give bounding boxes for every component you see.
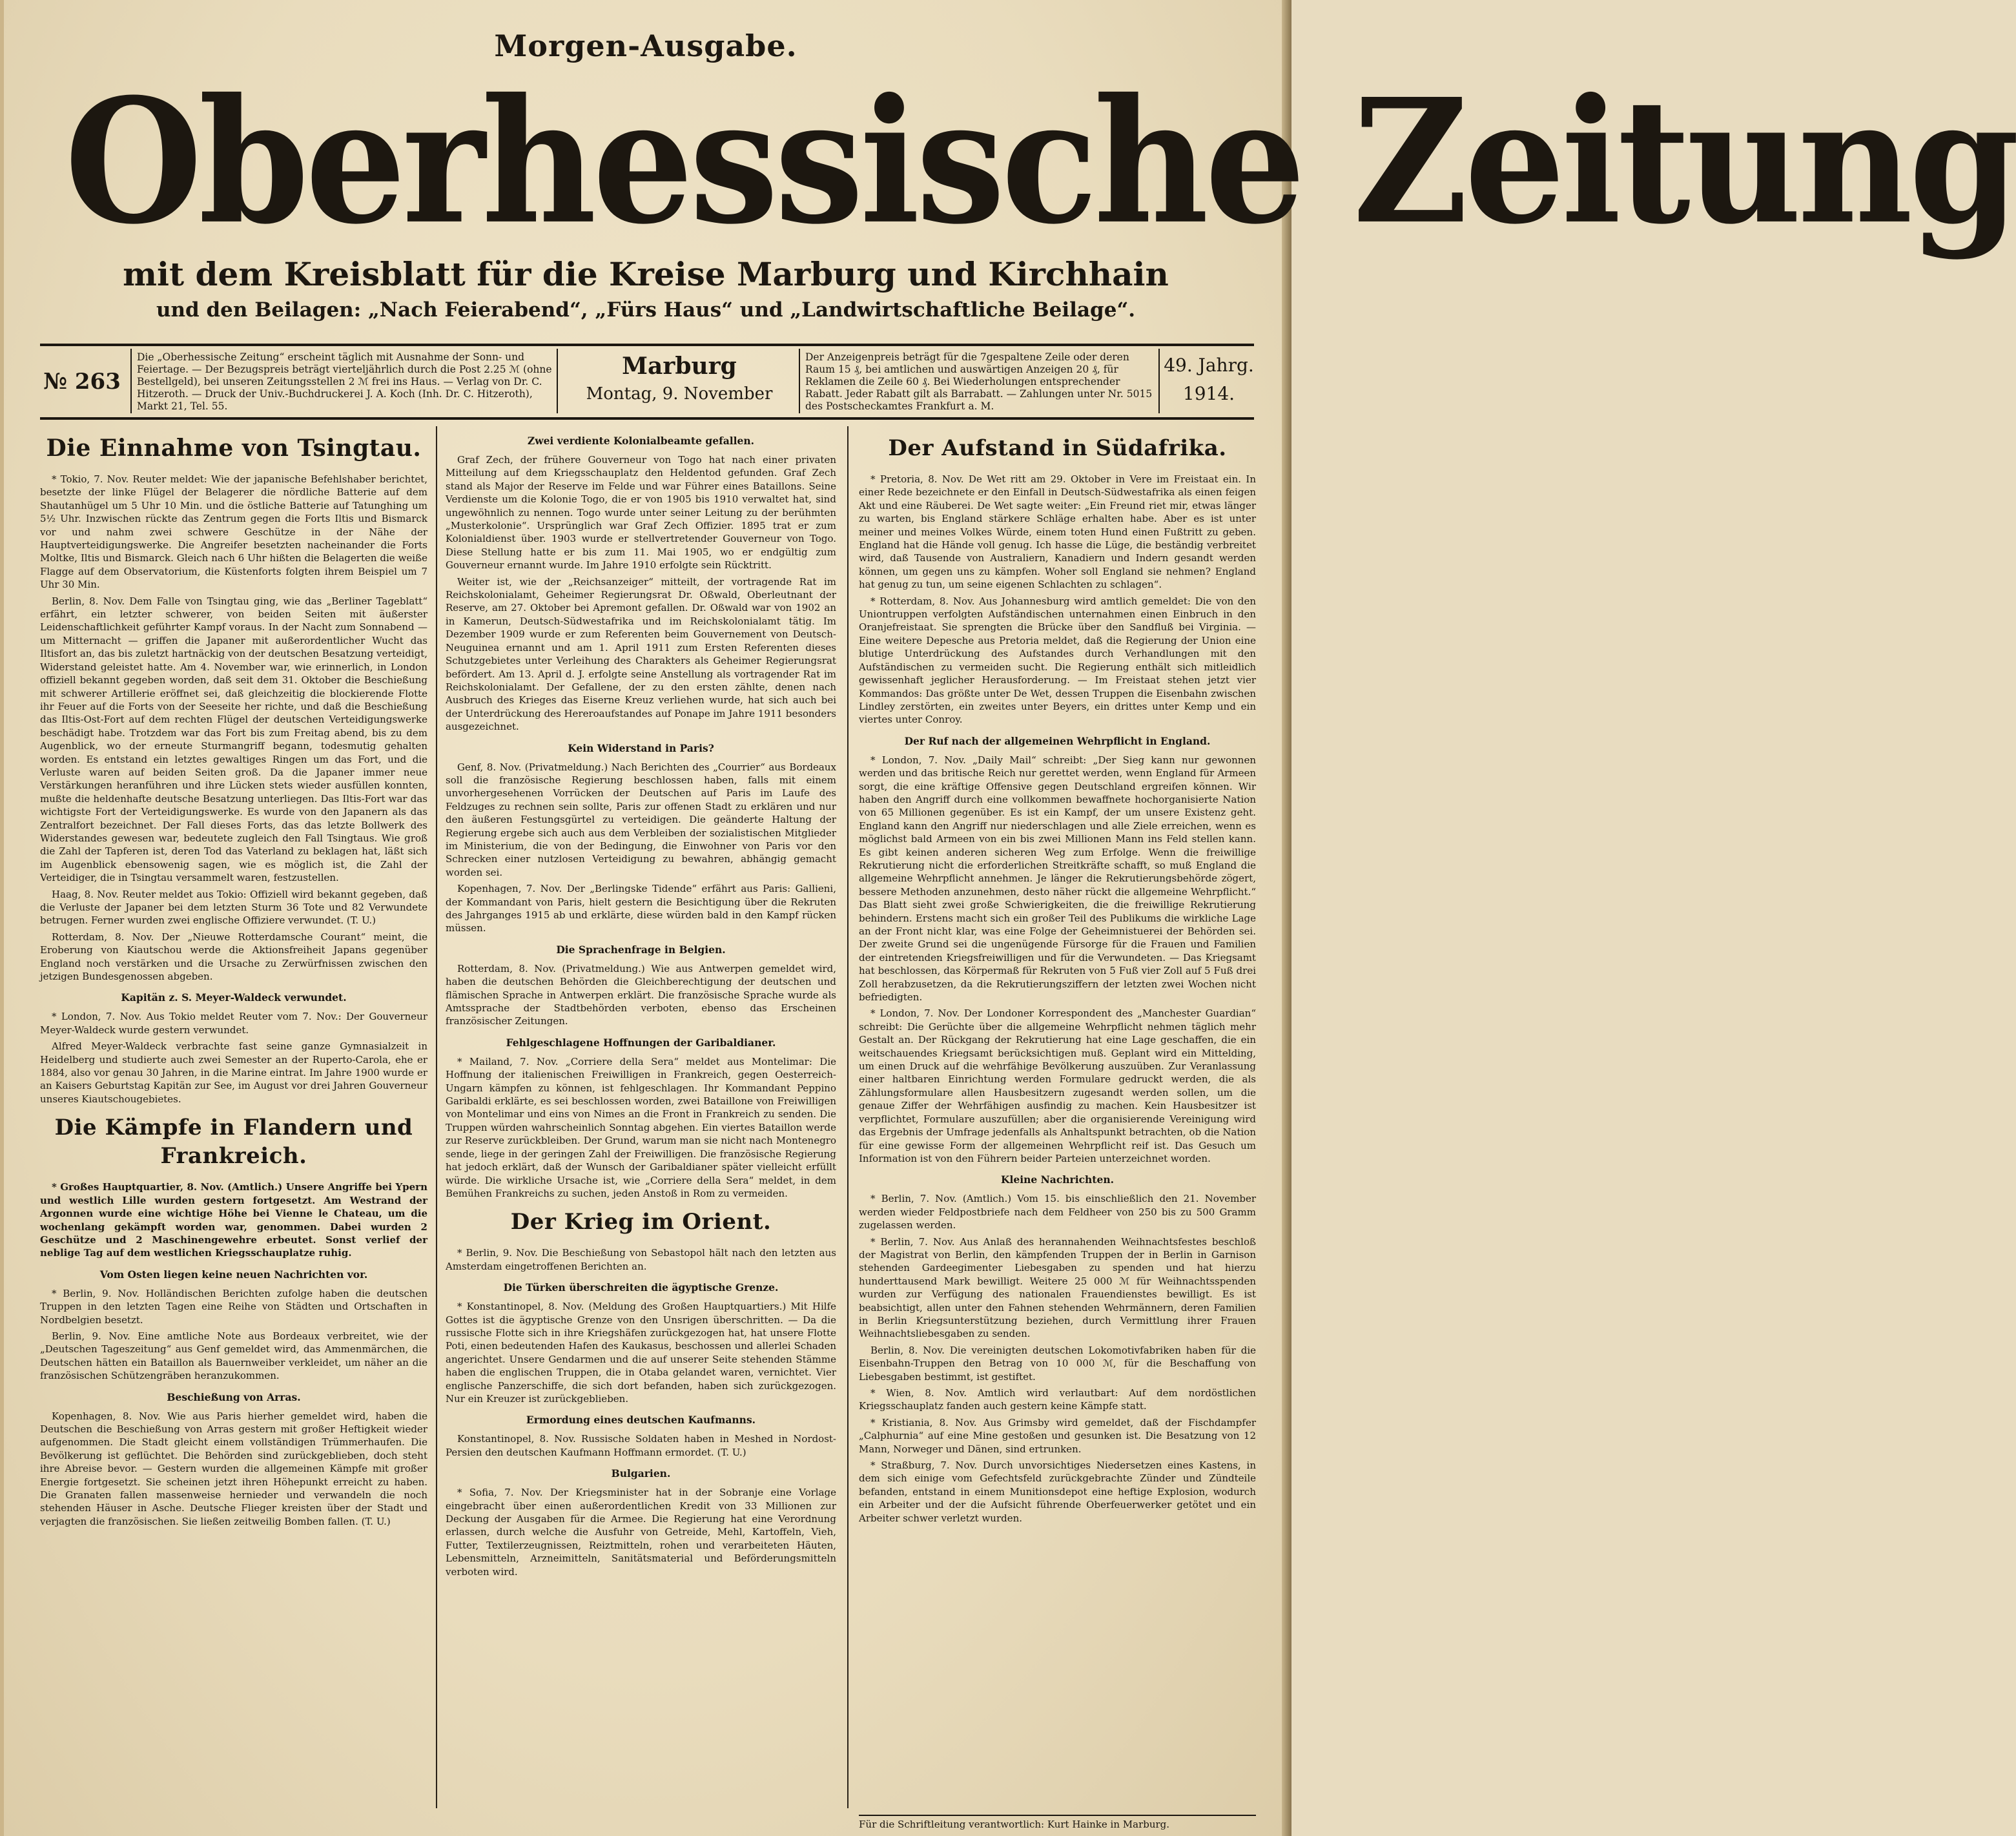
city-name: Marburg — [622, 353, 737, 380]
headline-suedafrika: Der Aufstand in Südafrika. — [888, 435, 1227, 461]
masthead — [0, 0, 2016, 336]
info-bar — [40, 344, 1254, 420]
column-3 — [859, 426, 1256, 1815]
headline-flandern: Die Kämpfe in Flandern und Frankreich. — [54, 1115, 413, 1170]
divider — [130, 349, 132, 413]
divider — [1158, 349, 1160, 413]
year: 1914. — [1182, 383, 1235, 404]
article-paragraph: * Berlin, 7. Nov. (Amtlich.) Vom 15. bis einschließlich den 21. November werden wieder Feldpostbriefe nach dem Feldheer von 250 bis zu 500 Gramm zugelassen werden. — [859, 1193, 1256, 1232]
article-paragraph: Haag, 8. Nov. Reuter meldet aus Tokio: Offiziell wird bekannt gegeben, daß die Verluste der Japaner bei dem letzten Sturm 36 Tote und 82 Verwundete betrugen. Ferner wurden zwei englische Offiziere verwundet. (T. U.) — [40, 888, 427, 927]
headline-kolonialbeamte: Zwei verdiente Kolonialbeamte gefallen. — [527, 435, 755, 447]
article-paragraph: * Tokio, 7. Nov. Reuter meldet: Wie der japanische Befehlshaber berichtet, besetzte der linke Flügel der Belagerer die nördliche Batterie auf dem Shautanhügel um 5 Uhr 10 Min. und die östliche Batterie auf Tatunghing um 5½ Uhr. Inzwischen rückte das Zentrum gegen die Forts Iltis und Bismarck vor und nahm zwei schwere Geschütze in der Nähe der Hauptverteidigungswerke. Die Angreifer besetzten nacheinander die Forts Moltke, Iltis und Bismarck. Gleich nach 6 Uhr hißten die Belagerten die weiße Flagge auf dem Observatorium, die Küstenforts folgten ihrem Beispiel um 7 Uhr 30 Min. — [40, 473, 427, 591]
article-paragraph: * Konstantinopel, 8. Nov. (Meldung des Großen Hauptquartiers.) Mit Hilfe Gottes ist die ägyptische Grenze von den Unsrigen überschritten. — Da die russische Flotte sich in ihre Kriegshäfen zurückgezogen hat, hat unsere Flotte Poti, einen bedeutenden Hafen des Kaukasus, beschossen und allerlei Schaden angerichtet. Unsere Gendarmen und die auf unserer Seite stehenden Stämme haben die englischen Truppen, die in Otaba gelandet waren, vernichtet. Vier englische Panzerschiffe, die sich dort befanden, haben sich zurückgezogen. Nur ein Kreuzer ist zurückgeblieben. — [446, 1301, 836, 1405]
article-paragraph: * Mailand, 7. Nov. „Corriere della Sera“ meldet aus Montelimar: Die Hoffnung der italienischen Freiwilligen in Frankreich, gegen Oesterreich-Ungarn kämpfen zu können, ist fehlgeschlagen. Ihr Kommandant Peppino Garibaldi erklärte, es sei beschlossen worden, zwei Bataillone von Freiwilligen von Montelimar und eins von Nimes an die Front in Frankreich zu senden. Die Truppen würden wahrscheinlich Sonntag abgehen. Ein viertes Bataillon werde zur Reserve zurückbleiben. Der Grund, warum man sie nicht nach Montenegro sende, liege in der geringen Zahl der Freiwilligen. Die französische Regierung hat jedoch erklärt, daß der Wunsch der Garibaldianer später vielleicht erfüllt würde. Die wirkliche Ursache ist, wie „Corriere della Sera“ meldet, in dem Bemühen Frankreichs zu suchen, jeden Anstoß in Rom zu vermeiden. — [446, 1055, 836, 1199]
article-paragraph: Rotterdam, 8. Nov. (Privatmeldung.) Wie aus Antwerpen gemeldet wird, haben die deutschen Behörden die Gleichberechtigung der deutschen und flämischen Sprache in Antwerpen erklärt. Die französische Sprache wurde als Amtssprache der Stadtbehörden verboten, ebenso das Erscheinen französischer Zeitungen. — [446, 962, 836, 1027]
article-paragraph: * Berlin, 9. Nov. Die Beschießung von Sebastopol hält nach den letzten aus Amsterdam eingetroffenen Berichten an. — [446, 1247, 836, 1272]
article-paragraph: Weiter ist, wie der „Reichsanzeiger“ mitteilt, der vortragende Rat im Reichskolonialamt, Geheimer Regierungsrat Dr. Oßwald, Oberleutnant der Reserve, am 27. Oktober bei Apremont gefallen. Dr. Oßwald war von 1902 an in Kamerun, Deutsch-Südwestafrika und im Reichskolonialamt tätig. Im Dezember 1909 wurde er zum Referenten beim Gouvernement von Deutsch-Neuguinea ernannt und am 1. April 1911 zum Ersten Referenten dieses Schutzgebietes unter Verleihung des Charakters als Geheimer Regierungsrat befördert. Am 13. April d. J. erfolgte seine Anstellung als vortragender Rat im Reichskolonialamt. Der Gefallene, der zu den ersten zählte, denen nach Ausbruch des Krieges das Eiserne Kreuz verliehen wurde, hat sich auch bei der Unterdrückung des Hereroaufstandes auf Ponape im Jahre 1911 besonders ausgezeichnet. — [446, 575, 836, 733]
article-paragraph: * Rotterdam, 8. Nov. Aus Johannesburg wird amtlich gemeldet: Die von den Uniontruppen verfolgten Aufständischen unternahmen einen Einbruch in den Oranjefreistaat. Sie sprengten die Brücke über den Sandfluß bei Virginia. — Eine weitere Depesche aus Pretoria meldet, daß die Regierung der Union eine blutige Unterdrückung des Aufstandes durch Verhandlungen mit den Aufständischen zu vermeiden sucht. Die Regierung enthält sich mitleidlich gewissenhaft jeglicher Herausforderung. — Im Freistaat stehen jetzt vier Kommandos: Das größte unter De Wet, dessen Truppen die Eisenbahn zwischen Lindley zerstörten, ein zweites unter Beyers, ein drittes unter Kemp und ein viertes unter Conroy. — [859, 595, 1256, 726]
headline-garibaldianer: Fehlgeschlagene Hoffnungen der Garibaldianer. — [506, 1036, 776, 1049]
headline-bulgarien: Bulgarien. — [611, 1467, 671, 1480]
volume: 49. Jahrg. — [1164, 355, 1254, 376]
article-paragraph: * Kristiania, 8. Nov. Aus Grimsby wird gemeldet, daß der Fischdampfer „Calphurnia“ auf eine Mine gestoßen und gesunken ist. Die Besatzung von 12 Mann, Norweger und Dänen, sind ertrunken. — [859, 1416, 1256, 1455]
issue-date: Montag, 9. November — [586, 384, 773, 404]
masthead-subtitle: mit dem Kreisblatt für die Kreise Marburg und Kirchhain — [123, 255, 1169, 293]
article-paragraph: Konstantinopel, 8. Nov. Russische Soldaten haben in Meshed in Nordost-Persien den deutschen Kaufmann Hoffmann ermordet. (T. U.) — [446, 1433, 836, 1458]
article-paragraph: Berlin, 8. Nov. Die vereinigten deutschen Lokomotivfabriken haben für die Eisenbahn-Truppen den Betrag von 10 000 ℳ, für die Beschaffung von Liebesgaben bestimmt, ist gestiftet. — [859, 1344, 1256, 1383]
article-paragraph: Genf, 8. Nov. (Privatmeldung.) Nach Berichten des „Courrier“ aus Bordeaux soll die französische Regierung beschlossen haben, falls mit einem unvorhergesehenen Vorrücken der Deutschen auf Paris im Laufe des Feldzuges zu rechnen sein sollte, Paris zur offenen Stadt zu erklären und nur den äußeren Festungsgürtel zu verteidigen. Die geänderte Haltung der Regierung ergebe sich auch aus dem Verbleiben der sozialistischen Mitglieder im Ministerium, die von der Bedingung, die Einwohner von Paris vor den Schrecken einer nutzlosen Verteidigung zu bewahren, abhängig gemacht worden sei. — [446, 761, 836, 878]
article-paragraph: * Sofia, 7. Nov. Der Kriegsminister hat in der Sobranje eine Vorlage eingebracht über einen außerordentlichen Kredit von 33 Millionen zur Deckung der Ausgaben für die Armee. Die Regierung hat eine Verordnung erlassen, durch welche die Ausfuhr von Getreide, Mehl, Kartoffeln, Vieh, Futter, Textilerzeugnissen, Reiztmitteln, rohen und verarbeiteten Häuten, Lebensmitteln, Arzneimitteln, Sanitätsmaterial und Beförderungsmitteln verboten wird. — [446, 1487, 836, 1578]
column-2 — [446, 426, 836, 1815]
headline-kaufmann: Ermordung eines deutschen Kaufmanns. — [526, 1414, 756, 1427]
article-paragraph: Rotterdam, 8. Nov. Der „Nieuwe Rotterdamsche Courant“ meint, die Eroberung von Kiautschou werde die Aktionsfreiheit Japans gegenüber England noch verstärken und die Ursache zu Zerwürfnissen zwischen den jetzigen Bundesgenossen abgeben. — [40, 931, 427, 983]
headline-osten: Vom Osten liegen keine neuen Nachrichten vor. — [99, 1268, 368, 1281]
article-paragraph: * Pretoria, 8. Nov. De Wet ritt am 29. Oktober in Vere im Freistaat ein. In einer Rede bezeichnete er den Einfall in Deutsch-Südwestafrika als einen feigen Akt und eine Räuberei. De Wet sagte weiter: „Ein Freund riet mir, etwas länger zu warten, bis England stärkere Schläge erhalten habe. Aber es ist unter meiner und meines Volkes Würde, einem toten Hund einen Fußtritt zu geben. England hat die Hände voll genug. Ich hasse die Lüge, die beständig verbreitet wird, daß Tausende von Australiern, Kanadiern und Indern gesandt werden können, um gegen uns zu kämpfen. Woher soll England sie nehmen? England hat genug zu tun, um seine eigenen Schlachten zu schlagen“. — [859, 473, 1256, 591]
divider — [557, 349, 558, 413]
masthead-supplements: und den Beilagen: „Nach Feierabend“, „Fürs Haus“ und „Landwirtschaftliche Beilage“. — [156, 298, 1136, 322]
volume-year — [1164, 351, 1254, 412]
article-paragraph: * Berlin, 9. Nov. Holländischen Berichten zufolge haben die deutschen Truppen in den letzten Tagen eine Reihe von Städten und Ortschaften in Nordbelgien besetzt. — [40, 1287, 427, 1326]
headline-kleine-nachrichten: Kleine Nachrichten. — [1000, 1173, 1114, 1186]
article-paragraph: Berlin, 9. Nov. Eine amtliche Note aus Bordeaux verbreitet, wie der „Deutschen Tageszeitung“ aus Genf gemeldet wird, das Ammenmärchen, die Deutschen hätten ein Bataillon als Bauernweiber verkleidet, um näher an die französischen Schützengräben heranzukommen. — [40, 1330, 427, 1382]
article-paragraph: Kopenhagen, 8. Nov. Wie aus Paris hierher gemeldet wird, haben die Deutschen die Beschießung von Arras gestern mit großer Heftigkeit wieder aufgenommen. Die Stadt gleicht einem vollständigen Trümmerhaufen. Die Bevölkerung ist geflüchtet. Die Behörden sind zurückgeblieben, doch steht ihre Abreise bevor. — Gestern wurden die allgemeinen Kämpfe mit großer Energie fortgesetzt. Sie scheinen jetzt ihren Höhepunkt erreicht zu haben. Die Granaten fallen massenweise hernieder und verwandeln die noch stehenden Häuser in Asche. Deutsche Flieger kreisten über der Stadt und verjagten die französischen. Sie ließen zeitweilig Bomben fallen. (T. U.) — [40, 1410, 427, 1527]
headline-paris: Kein Widerstand in Paris? — [568, 741, 714, 754]
article-paragraph: * Straßburg, 7. Nov. Durch unvorsichtiges Niedersetzen eines Kastens, in dem sich einige vom Gefechtsfeld zurückgebrachte Zünder und Zündteile befanden, entstand in einem Munitionsdepot eine heftige Explosion, wodurch ein Arbeiter und der die Aufsicht führende Oberfeuerwerker getötet und ein Arbeiter schwer verletzt wurden. — [859, 1460, 1256, 1524]
article-paragraph: Graf Zech, der frühere Gouverneur von Togo hat nach einer privaten Mitteilung auf dem Kriegsschauplatz den Heldentod gefunden. Graf Zech stand als Major der Reserve im Felde und war Führer eines Bataillons. Seine Verdienste um die Kolonie Togo, die er von 1905 bis 1910 verwaltet hat, sind ungewöhnlich zu nennen. Togo wurde unter seiner Leitung zu der berühmten „Musterkolonie“. Ursprünglich war Graf Zech Offizier. 1895 trat er zum Kolonialdienst über. 1903 wurde er stellvertretender Gouverneur von Togo. Diese Stellung hatte er bis zum 11. Mai 1905, wo er endgültig zum Gouverneur ernannt wurde. Im Jahre 1910 erfolgte sein Rücktritt. — [446, 454, 836, 572]
article-paragraph: Alfred Meyer-Waldeck verbrachte fast seine ganze Gymnasialzeit in Heidelberg und studierte auch zwei Semester an der Ruperto-Carola, ehe er 1884, also vor genau 30 Jahren, in die Marine eintrat. Im Jahre 1900 wurde er an Kaisers Geburtstag Kapitän zur See, im August vor drei Jahren Gouverneur unseres Kiautschougebietes. — [40, 1040, 427, 1105]
column-1 — [40, 426, 427, 1815]
article-paragraph: * London, 7. Nov. „Daily Mail“ schreibt: „Der Sieg kann nur gewonnen werden und das britische Reich nur gerettet werden, wenn England für Armeen sorgt, die eine kräftige Offensive gegen Deutschland ergreifen können. Wir haben den Angriff durch eine vollkommen bewaffnete hochorganisierte Nation von 65 Millionen gegenüber. Es ist ein Kampf, der um unsere Existenz geht. England kann den Angriff nur niederschlagen und alle Ziele erreichen, wenn es möglichst bald Armeen von ein bis zwei Millionen Mann ins Feld stellen kann. Es gibt keinen anderen sicheren Weg zum Erfolge. Wenn die freiwillige Rekrutierung nicht die erforderlichen Streitkräfte schafft, so muß England die allgemeine Wehrpflicht annehmen. Je länger die Rekrutierungsbehörde zögert, bessere Methoden anzunehmen, desto näher rückt die allgemeine Wehrpflicht.“ Das Blatt sieht zwei große Schwierigkeiten, die die freiwillige Rekrutierung behindern. Erstens macht sich ein großer Teil des Publikums die wirkliche Lage an der Front nicht klar, was eine Folge der Geheimnistuerei der Behörden sei. Der zweite Grund sei die ungenügende Fürsorge für die Frauen und Familien der eintretenden Kriegsfreiwilligen und für die Verwundeten. — Das Kriegsamt hat beschlossen, das Körpermaß für Rekruten von 5 Fuß vier Zoll auf 5 Fuß drei Zoll herabzusetzen, da die Rekrutierungsziffern der letzten zwei Wochen nicht befriedigten. — [859, 754, 1256, 1004]
headline-tsingtau: Die Einnahme von Tsingtau. — [46, 435, 422, 462]
column-rule — [436, 426, 437, 1808]
headline-tuerken: Die Türken überschreiten die ägyptische Grenze. — [503, 1281, 779, 1294]
article-paragraph: Kopenhagen, 7. Nov. Der „Berlingske Tidende“ erfährt aus Paris: Gallieni, der Kommandant von Paris, hielt gestern die Besichtigung über die Rekruten des Jahrganges 1915 ab und erklärte, diese würden bald in den Kampf rücken müssen. — [446, 883, 836, 934]
edition-label: Morgen-Ausgabe. — [494, 28, 797, 63]
article-paragraph: * Wien, 8. Nov. Amtlich wird verlautbart: Auf dem nordöstlichen Kriegsschauplatz fanden auch gestern keine Kämpfe statt. — [859, 1387, 1256, 1412]
article-paragraph: * London, 7. Nov. Der Londoner Korrespondent des „Manchester Guardian“ schreibt: Die Gerüchte über die allgemeine Wehrpflicht nehmen täglich mehr Gestalt an. Der Rückgang der Rekrutierung hat eine Lage geschaffen, die ein weitschauendes Kriegsamt berücksichtigen muß. Geplant wird ein Mittelding, um einen Druck auf die wehrfähige Bevölkerung auszuüben. Zur Veranlassung einer haltbaren Einrichtung werden Formulare gedruckt werden, die als Zählungsformulare allen Hausbesitzern zugesandt werden sollen, um die genaue Ziffer der Wehrfähigen ausfindig zu machen. Kein Hausbesitzer ist verpflichtet, Formulare auszufüllen; aber die organisierende Vereinigung wird das Ergebnis der Umfrage jedenfalls als Anhaltspunkt betrachten, ob die Nation für eine gewisse Form der allgemeinen Wehrpflicht reif ist. Das Gesuch um Information ist von den Führern beider Parteien unterzeichnet worden. — [859, 1007, 1256, 1164]
subscription-info: Die „Oberhessische Zeitung“ erscheint täglich mit Ausnahme der Sonn- und Feiertage. — Der Bezugspreis beträgt vierteljährlich durch die Post 2.25 ℳ (ohne Bestellgeld), bei unseren Zeitungsstellen 2 ℳ frei ins Haus. — Verlag von Dr. C. Hitzeroth. — Druck der Univ.-Buchdruckerei J. A. Koch (Inh. Dr. C. Hitzeroth), Markt 21, Tel. 55. — [137, 351, 552, 412]
issue-number: № 263 — [43, 369, 121, 395]
article-paragraph: * London, 7. Nov. Aus Tokio meldet Reuter vom 7. Nov.: Der Gouverneur Meyer-Waldeck wurde gestern verwundet. — [40, 1011, 427, 1036]
headline-orient: Der Krieg im Orient. — [510, 1209, 772, 1235]
column-rule — [847, 426, 849, 1808]
headline-meyer-waldeck: Kapitän z. S. Meyer-Waldeck verwundet. — [121, 991, 347, 1004]
ad-price-info: Der Anzeigenpreis beträgt für die 7gespaltene Zeile oder deren Raum 15 ₰, bei amtlichen und auswärtigen Anzeigen 20 ₰, für Reklamen die Zeile 60 ₰. Bei Wiederholungen entsprechender Rabatt. Jeder Rabatt gilt als Barrabatt. — Zahlungen unter Nr. 5015 des Postscheckamtes Frankfurt a. M. — [805, 351, 1153, 412]
headline-sprachenfrage: Die Sprachenfrage in Belgien. — [556, 943, 726, 956]
editor-credit: Für die Schriftleitung verantwortlich: Kurt Hainke in Marburg. — [859, 1815, 1256, 1830]
headline-arras: Beschießung von Arras. — [167, 1390, 301, 1403]
article-paragraph: * Großes Hauptquartier, 8. Nov. (Amtlich.) Unsere Angriffe bei Ypern und westlich Lille wurden gestern fortgesetzt. Am Westrand der Argonnen wurde eine wichtige Höhe bei Vienne le Chateau, um die wochenlang gekämpft worden war, genommen. Dabei wurden 2 Geschütze und 2 Maschinengewehre erbeutet. Sonst verlief der neblige Tag auf dem westlichen Kriegsschauplatze ruhig. — [40, 1181, 427, 1259]
divider — [799, 349, 800, 413]
article-paragraph: * Berlin, 7. Nov. Aus Anlaß des herannahenden Weihnachtsfestes beschloß der Magistrat von Berlin, den kämpfenden Truppen der in Berlin in Garnison stehenden Gardeegimenter Liebesgaben zu spenden und hat hierzu hunderttausend Mark bewilligt. Weitere 25 000 ℳ für Weihnachtsspenden wurden zur Verfügung des nationalen Frauendienstes bewilligt. Es ist beabsichtigt, allen unter den Fahnen stehenden Wehrmännern, deren Familien in Berlin Kriegsunterstützung beziehen, durch Vermittlung ihrer Frauen Weihnachtsliebesgaben zu senden. — [859, 1235, 1256, 1340]
headline-wehrpflicht: Der Ruf nach der allgemeinen Wehrpflicht in England. — [904, 734, 1211, 747]
place-date — [563, 351, 796, 412]
newspaper-title: Oberhessische Zeitung — [65, 61, 2016, 262]
article-paragraph: Berlin, 8. Nov. Dem Falle von Tsingtau ging, wie das „Berliner Tageblatt“ erfährt, ein letzter schwerer, von beiden Seiten mit äußerster Leidenschaftlichkeit geführter Kampf voraus. In der Nacht zum Sonnabend — um Mitternacht — griffen die Japaner mit außerordentlicher Wucht das Iltisfort an, das bis zuletzt hartnäckig von der deutschen Besatzung verteidigt, Widerstand geleistet hatte. Am 4. November war, wie erinnerlich, in London offiziell bekannt gegeben worden, daß seit dem 31. Oktober die Beschießung mit schwerer Artillerie eröffnet sei, daß gleichzeitig die blockierende Flotte ihr Feuer auf die Forts von der Seeseite her richte, und daß die Beschießung das Iltis-Ost-Fort auf dem rechten Flügel der deutschen Verteidigungswerke beschädigt habe. Trotzdem war das Fort bis zum Freitag abend, bis zu dem Augenblick, wo der erneute Sturmangriff begann, todesmutig gehalten worden. Es entstand ein letztes gewaltiges Ringen um das Fort, und die Verluste waren auf beiden Seiten groß. Da die Japaner immer neue Verstärkungen heranführen und ihre Lücken stets wieder ausfüllen konnten, mußte die heldenhafte deutsche Besatzung unterliegen. Das Iltis-Fort war das wichtigste Fort der Verteidigungswerke. Es wurde von den Japanern als das Zentralfort bezeichnet. Der Fall dieses Forts, das das letzte Bollwerk des Widerstandes gewesen war, bedeutete zugleich den Fall Tsingtaus. Wie groß die Zahl der Tapferen ist, deren Tod das Vaterland zu beklagen hat, läßt sich im Augenblick ebensowenig sagen, wie es möglich ist, die Zahl der Verteidiger, die in Tsingtau versammelt waren, festzustellen. — [40, 595, 427, 884]
